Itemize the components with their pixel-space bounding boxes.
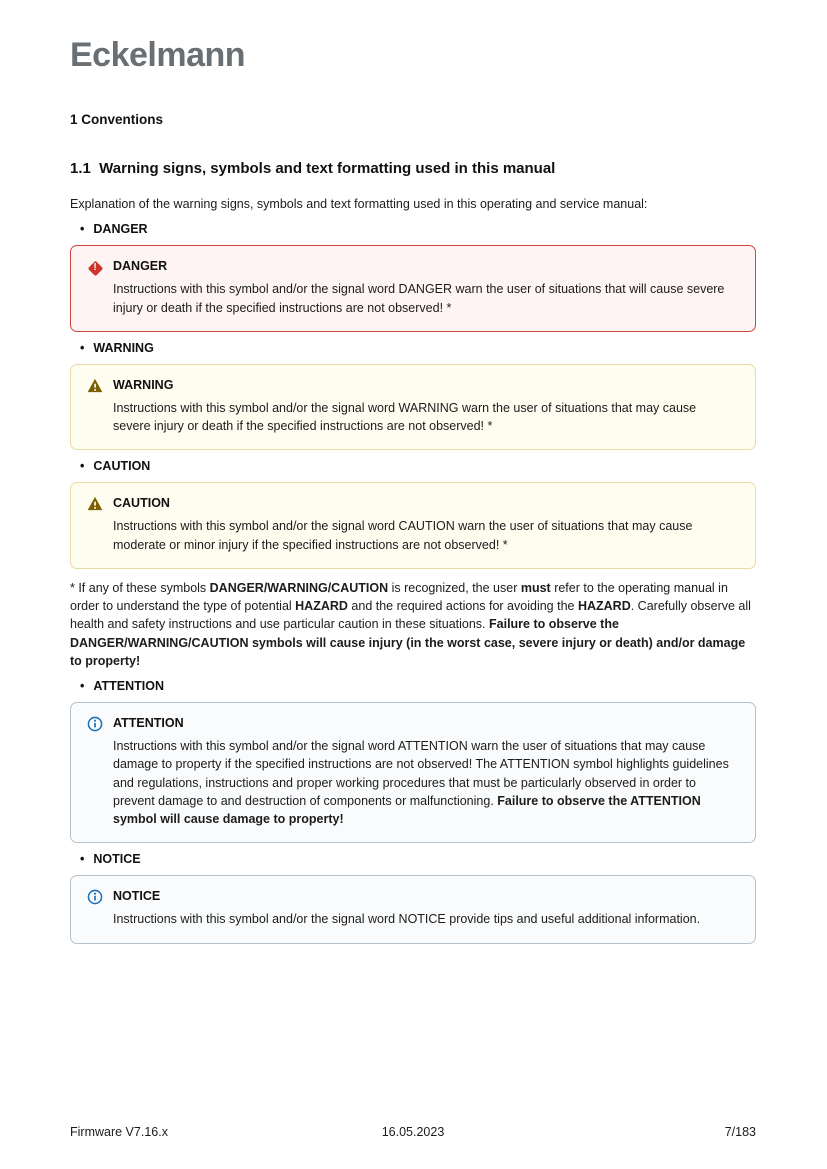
bullet-item-warning: [80, 341, 756, 355]
eckelmann-logo: Eckelmann: [70, 36, 246, 74]
chapter-heading: 1 Conventions: [70, 112, 164, 127]
callout-title: CAUTION: [113, 496, 170, 511]
info-circle-icon: [87, 719, 103, 736]
callout-title: WARNING: [113, 377, 174, 392]
bullet-label: CAUTION: [93, 459, 151, 474]
bullet-icon: •: [80, 679, 85, 693]
bullet-label: NOTICE: [93, 852, 141, 867]
bullet-label: ATTENTION: [93, 679, 164, 693]
footer-page-number: 7/183: [724, 1125, 756, 1139]
hazard-note-paragraph: * If any of these symbols DANGER/WARNING/CAUTION is recognized, the user must refer to the operating manual in order to understand the type of potential HAZARD and the required actions for avoiding the HAZARD. Carefully observe all health and safety instructions and use particular caution in these situations. Failure to observe the DANGER/WARNING/CAUTION symbols will cause injury (in the worst case, severe injury or death) and/or damage to property!: [70, 580, 751, 668]
bullet-icon: •: [80, 459, 85, 474]
callout-body: Instructions with this symbol and/or the signal word CAUTION warn the user of situations that may cause moderate or minor injury if the specified instructions are not observed! *: [113, 519, 693, 552]
callout-title: ATTENTION: [113, 716, 184, 730]
warning-triangle-icon: [87, 498, 103, 515]
page-footer: [70, 1125, 756, 1139]
bullet-icon: •: [80, 222, 85, 237]
callout-title: DANGER: [113, 259, 168, 274]
bullet-item-caution: [80, 459, 756, 473]
caution-callout-box: [70, 482, 756, 569]
danger-callout-box: [70, 245, 756, 332]
danger-diamond-icon: !: [87, 260, 103, 276]
warning-callout-box: [70, 364, 756, 451]
callout-body: Instructions with this symbol and/or the signal word ATTENTION warn the user of situations that may cause damage to property if the specified instructions are not observed! The ATTENTION symbol highlights guidelines and regulations, instructions and proper working procedures that must be particularly observed in order to prevent damage to and destruction of components or malfunctioning. Failure to observe the ATTENTION symbol will cause damage to property!: [113, 739, 729, 826]
footer-date: 16.05.2023: [381, 1125, 445, 1139]
bullet-icon: •: [80, 340, 85, 355]
footer-firmware-version: Firmware V7.16.x: [70, 1125, 168, 1139]
callout-title: NOTICE: [113, 889, 161, 904]
bullet-label: WARNING: [93, 340, 154, 355]
info-circle-icon: [87, 892, 103, 909]
warning-triangle-icon: [87, 380, 103, 397]
attention-callout-box: [70, 702, 756, 843]
notice-callout-box: [70, 875, 756, 943]
bullet-item-danger: [80, 222, 756, 236]
intro-paragraph: Explanation of the warning signs, symbols and text formatting used in this operating and service manual:: [70, 197, 648, 211]
callout-body: Instructions with this symbol and/or the signal word NOTICE provide tips and useful additional information.: [113, 912, 701, 927]
callout-body: Instructions with this symbol and/or the signal word DANGER warn the user of situations that will cause severe injury or death if the specified instructions are not observed! *: [113, 282, 725, 315]
callout-body: Instructions with this symbol and/or the signal word WARNING warn the user of situations that may cause severe injury or death if the specified instructions are not observed! *: [113, 400, 697, 433]
bullet-item-notice: [80, 852, 756, 866]
bullet-icon: •: [80, 852, 85, 867]
bullet-label: DANGER: [93, 222, 148, 237]
bullet-item-attention: [80, 679, 756, 693]
section-heading: 1.1 Warning signs, symbols and text formatting used in this manual: [70, 160, 556, 177]
